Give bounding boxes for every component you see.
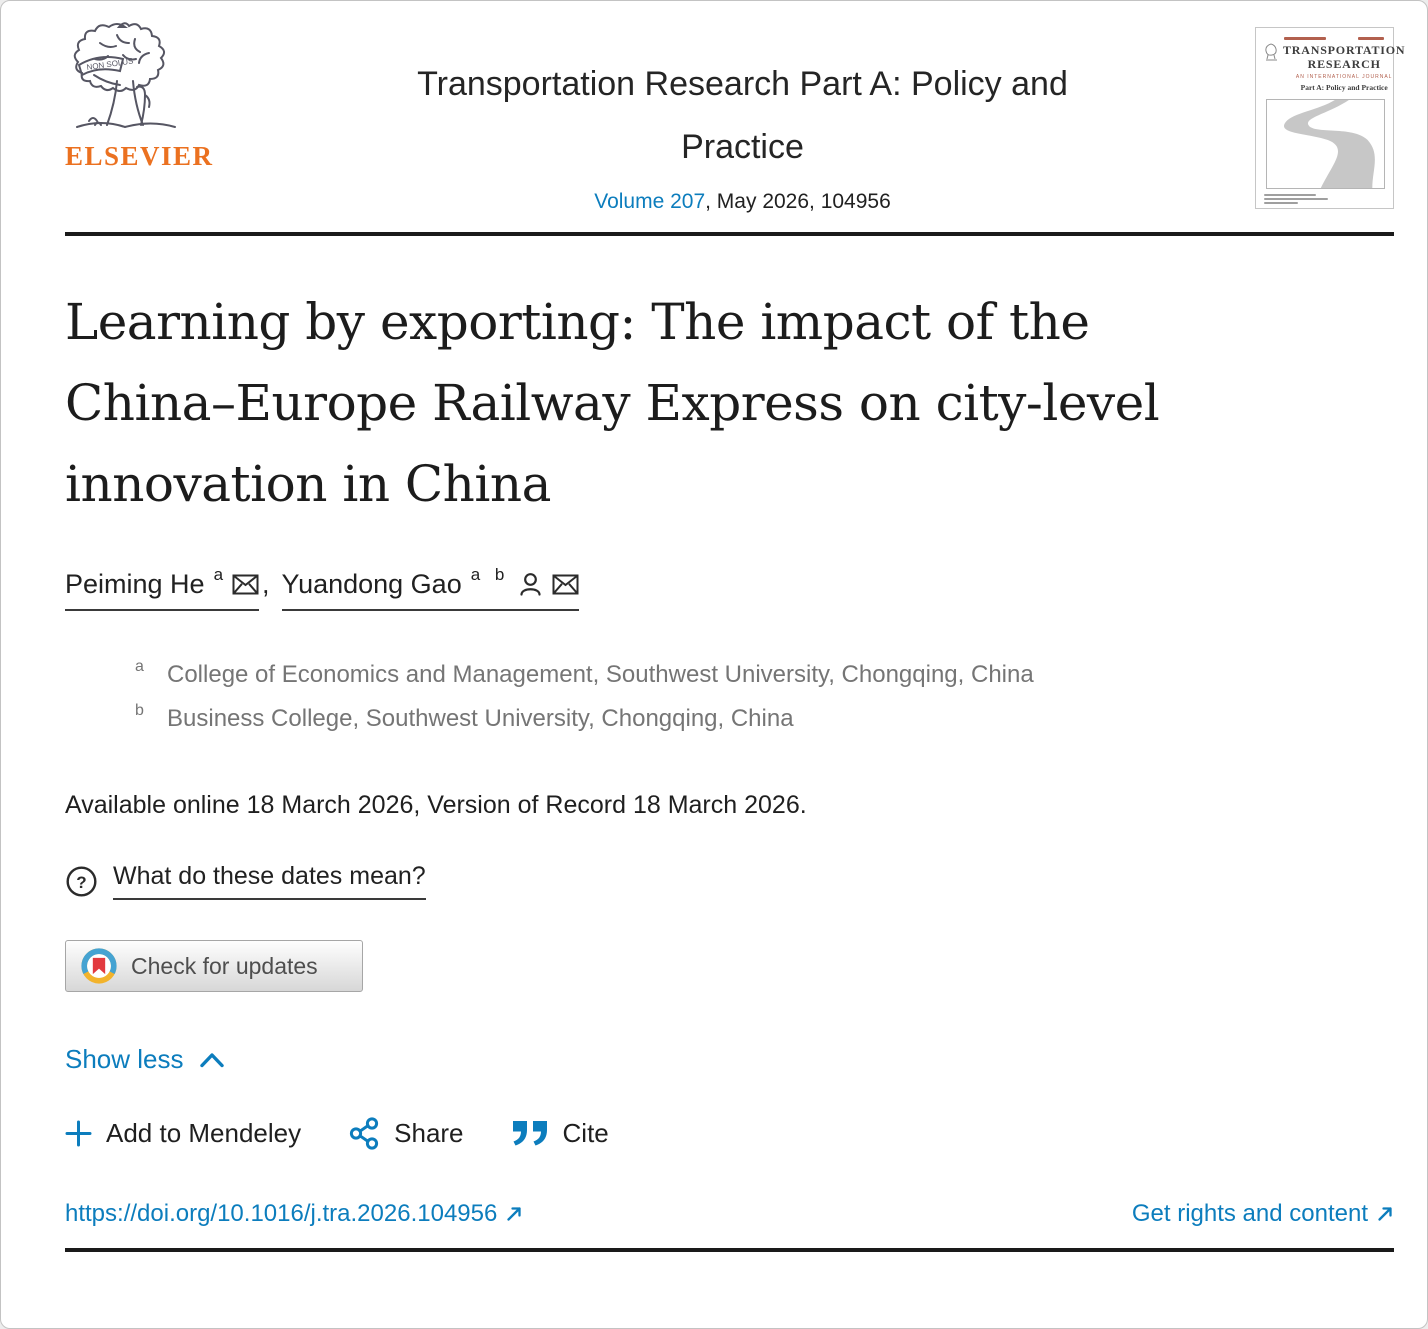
doi-rights-row bbox=[65, 1200, 1394, 1228]
show-less-label: Show less bbox=[65, 1044, 184, 1074]
journal-cover-thumbnail[interactable] bbox=[1255, 27, 1406, 209]
elsevier-tree-icon bbox=[65, 21, 187, 139]
affiliation-text: College of Economics and Management, Southwest University, Chongqing, China bbox=[167, 661, 1034, 688]
cover-subtitle: AN INTERNATIONAL JOURNAL bbox=[1295, 74, 1393, 80]
question-mark-glyph: ? bbox=[76, 872, 87, 892]
journal-heading bbox=[230, 21, 1255, 214]
header-divider bbox=[65, 232, 1394, 236]
availability-dates: Available online 18 March 2026, Version of Record 18 March 2026. bbox=[65, 791, 807, 819]
article-title-line-1: Learning by exporting: The impact of the bbox=[65, 293, 1090, 351]
email-author-icon[interactable] bbox=[232, 574, 259, 595]
author-affiliation-sup: a b bbox=[470, 564, 510, 584]
article-title bbox=[65, 282, 1394, 525]
affiliation-text: Business College, Southwest University, Chongqing, China bbox=[167, 705, 794, 732]
journal-title-line-1: Transportation Research Part A: Policy and bbox=[417, 65, 1068, 103]
journal-title-line-2: Practice bbox=[681, 128, 804, 166]
elsevier-logo-link[interactable] bbox=[65, 21, 230, 172]
doi-text: https://doi.org/10.1016/j.tra.2026.104956 bbox=[65, 1200, 498, 1227]
cover-footer-text bbox=[1264, 194, 1385, 204]
cover-micro-text bbox=[1284, 37, 1384, 40]
journal-title-link[interactable] bbox=[293, 53, 1193, 179]
cover-road-art bbox=[1266, 99, 1385, 189]
show-less-toggle[interactable] bbox=[65, 1044, 225, 1075]
author-separator: , bbox=[262, 569, 270, 599]
author-name: Yuandong Gao bbox=[281, 569, 462, 599]
corresponding-author-icon[interactable] bbox=[518, 572, 543, 597]
article-main bbox=[1, 282, 1427, 1252]
journal-banner bbox=[1, 1, 1427, 214]
email-author-icon[interactable] bbox=[552, 574, 579, 595]
crossmark-icon bbox=[80, 947, 118, 985]
logo-motto-text: NON SOLUS bbox=[86, 56, 134, 72]
question-circle-icon[interactable] bbox=[65, 865, 98, 898]
affiliation-list bbox=[65, 658, 1394, 733]
cite-label: Cite bbox=[562, 1118, 609, 1148]
dates-help-row bbox=[65, 862, 1394, 900]
author-link-yuandong-gao[interactable] bbox=[281, 564, 580, 611]
quote-cite-icon bbox=[512, 1120, 549, 1147]
affiliation-sup: b bbox=[135, 702, 144, 719]
elsevier-wordmark: ELSEVIER bbox=[65, 141, 214, 171]
author-name: Peiming He bbox=[65, 569, 205, 599]
author-link-peiming-he[interactable] bbox=[65, 564, 259, 611]
affiliation-a bbox=[135, 658, 1394, 689]
cite-button[interactable] bbox=[512, 1118, 609, 1149]
article-actions bbox=[65, 1117, 1394, 1150]
share-button[interactable] bbox=[349, 1117, 463, 1150]
check-for-updates-label: Check for updates bbox=[131, 952, 318, 979]
share-nodes-icon bbox=[349, 1117, 380, 1150]
cover-journal-title-line2: RESEARCH bbox=[1307, 57, 1381, 71]
affiliation-sup: a bbox=[135, 658, 144, 675]
share-label: Share bbox=[394, 1118, 464, 1148]
get-rights-text: Get rights and content bbox=[1131, 1200, 1368, 1227]
cover-part-label: Part A: Policy and Practice bbox=[1300, 83, 1388, 92]
volume-issue-line bbox=[230, 190, 1255, 214]
affiliation-b bbox=[135, 702, 1394, 733]
add-to-mendeley-button[interactable] bbox=[65, 1118, 301, 1149]
cover-elsevier-mini-logo-icon bbox=[1264, 43, 1279, 61]
chevron-up-icon bbox=[199, 1052, 225, 1068]
external-link-icon bbox=[1376, 1205, 1394, 1223]
author-affiliation-sup: a bbox=[213, 564, 224, 584]
plus-icon bbox=[65, 1120, 92, 1147]
get-rights-link[interactable] bbox=[1132, 1200, 1394, 1228]
bottom-divider bbox=[65, 1248, 1394, 1252]
dates-help-link[interactable]: What do these dates mean? bbox=[113, 862, 426, 900]
volume-link[interactable]: Volume 207 bbox=[594, 190, 706, 213]
cover-journal-title-line1: TRANSPORTATION bbox=[1283, 43, 1406, 57]
issue-info: , May 2026, 104956 bbox=[705, 190, 891, 213]
article-title-line-3: innovation in China bbox=[65, 455, 551, 513]
article-title-line-2: China–Europe Railway Express on city-level bbox=[65, 374, 1160, 432]
check-for-updates-button[interactable] bbox=[65, 940, 363, 992]
external-link-icon bbox=[505, 1205, 523, 1223]
add-to-mendeley-label: Add to Mendeley bbox=[106, 1118, 302, 1148]
doi-link[interactable] bbox=[65, 1200, 523, 1228]
author-list bbox=[65, 564, 1394, 611]
